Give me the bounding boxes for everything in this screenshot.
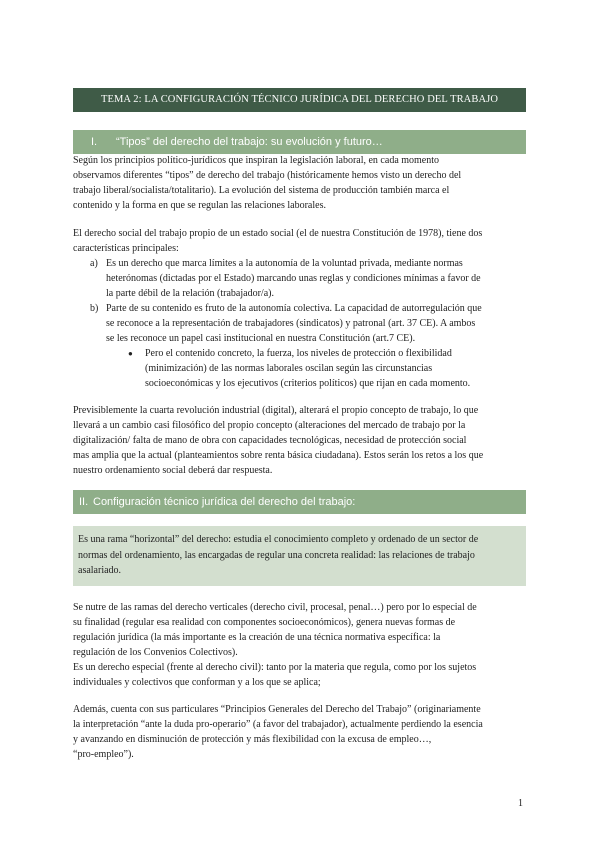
definition-box (73, 526, 526, 586)
text-line: Es un derecho que marca límites a la autonomía de la voluntad privada, mediante normas (106, 258, 463, 269)
text-line: (minimización) de las normas laborales oscilan según las circunstancias (145, 363, 433, 374)
text-line: contenido y la forma en que se regulan las relaciones laborales. (73, 200, 326, 211)
list-marker: b) (90, 303, 99, 314)
text-line: la interpretación “ante la duda pro-operario” (a favor del trabajador), actualmente perdiendo la esencia (73, 719, 483, 730)
social-law-paragraph (73, 226, 528, 256)
text-line: llevará a un cambio casi filosófico del propio concepto (alteraciones del mercado de trabajo por la (73, 420, 466, 431)
text-line: se reconoce a la representación de trabajadores (sindicatos) y patronal (art. 37 CE). A ambos (106, 318, 476, 329)
text-line: se les reconoce un papel casi institucional en nuestra Constitución (art.7 CE). (106, 333, 416, 344)
text-line: nuestro ordenamiento social deberá dar respuesta. (73, 465, 273, 476)
text-line: Según los principios político-jurídicos que inspiran la legislación laboral, en cada momento (73, 155, 440, 166)
text-line: normas del ordenamiento, las encargadas de regular una concreta realidad: las relaciones de trabajo (78, 549, 475, 561)
text-line: la parte débil de la relación (trabajador/a). (106, 288, 274, 299)
text-line: y avanzando en disminución de protección y más flexibilidad con la excusa de empleo…, (73, 734, 432, 745)
text-line: Además, cuenta con sus particulares “Principios Generales del Derecho del Trabajo” (originariamente (73, 704, 481, 715)
text-line: Previsiblemente la cuarta revolución industrial (digital), alterará el propio concepto de trabajo, lo que (73, 405, 479, 416)
document-title: TEMA 2: LA CONFIGURACIÓN TÉCNICO JURÍDICA DEL DERECHO DEL TRABAJO (73, 88, 526, 112)
section-1-number: I. (91, 136, 98, 148)
text-line: Parte de su contenido es fruto de la autonomía colectiva. La capacidad de autorregulación que (106, 303, 482, 314)
text-line: trabajo liberal/socialista/totalitario). La evolución del sistema de producción también marca el (73, 185, 450, 196)
section-1-title: “Tipos” del derecho del trabajo: su evolución y futuro… (116, 136, 383, 148)
text-line: características principales: (73, 243, 179, 254)
section-1-intro (73, 153, 528, 213)
text-line: su finalidad (regular esa realidad con componentes socioeconómicos), genera nuevas formas de (73, 617, 456, 628)
text-line: Es un derecho especial (frente al derecho civil): tanto por la materia que regula, como por los sujetos (73, 662, 477, 673)
principles-paragraph (73, 702, 528, 762)
text-line: Pero el contenido concreto, la fuerza, los niveles de protección o flexibilidad (145, 348, 452, 359)
text-line: regulación de los Convenios Colectivos). (73, 647, 238, 658)
page-number: 1 (518, 798, 523, 809)
text-line: Es una rama “horizontal” del derecho: estudia el conocimiento completo y ordenado de un sector de (78, 534, 479, 545)
section-1-heading (73, 130, 526, 154)
text-line: regulación jurídica (la más importante es la creación de una técnica normativa específica: la (73, 632, 441, 643)
text-line: heterónomas (dictadas por el Estado) marcando unas reglas y condiciones mínimas a favor de (106, 273, 481, 284)
text-line: “pro-empleo”). (73, 749, 134, 760)
sources-paragraph (73, 600, 528, 690)
section-2-number: II. (79, 496, 89, 508)
text-line: socioeconómicas y los ejecutivos (criterios políticos) que rijan en cada momento. (145, 378, 471, 389)
text-line: El derecho social del trabajo propio de un estado social (el de nuestra Constitución de 1978), tiene dos (73, 228, 483, 239)
future-paragraph (73, 403, 528, 478)
bullet-dot-icon: ● (128, 349, 133, 358)
text-line: individuales y colectivos que conforman y a los que se aplica; (73, 677, 321, 688)
list-marker: a) (90, 258, 98, 269)
section-2-heading (73, 490, 526, 514)
section-2-title: Configuración técnico jurídica del derecho del trabajo: (93, 496, 356, 508)
text-line: asalariado. (78, 565, 122, 576)
text-line: observamos diferentes “tipos” de derecho del trabajo (históricamente hemos visto un derecho del (73, 170, 462, 181)
text-line: digitalización/ falta de mano de obra con capacidades tecnológicas, necesidad de protección social (73, 435, 467, 446)
text-line: Se nutre de las ramas del derecho verticales (derecho civil, procesal, penal…) pero por lo especial de (73, 602, 477, 613)
text-line: mas amplia que la actual (planteamientos sobre renta básica ciudadana). Estos serán los retos a los que (73, 450, 484, 461)
